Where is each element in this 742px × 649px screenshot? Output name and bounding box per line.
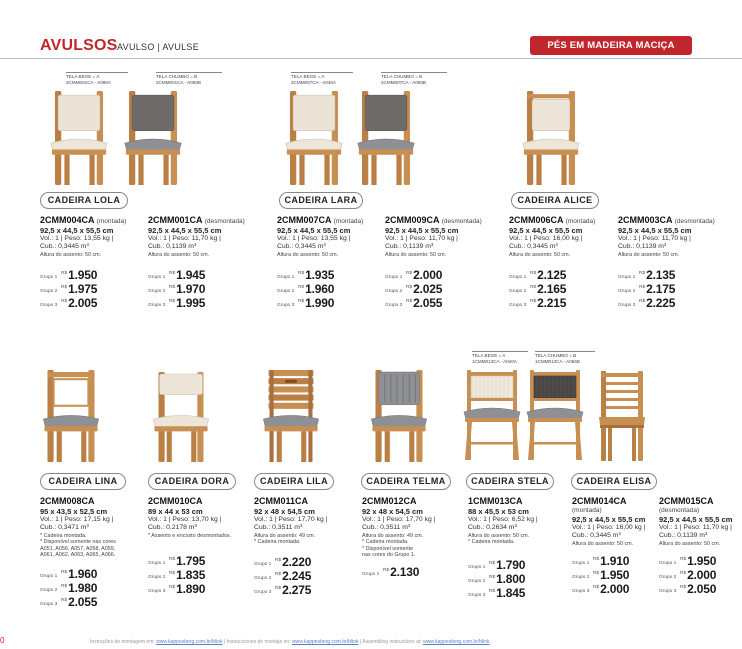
price-row-group1: Grupo 1R$1.945 <box>148 268 206 283</box>
price-value: 1.845 <box>496 585 526 600</box>
chair-lola-beige-image <box>46 91 112 185</box>
dimensions: 92,5 x 44,5 x 55,5 cm <box>572 514 646 524</box>
price-row-group1: Grupo 1R$1.790 <box>468 557 526 572</box>
seat-height: Altura do assento: 50 cm. <box>277 251 339 258</box>
product-code: 2CMM006CA (montada) <box>509 215 596 225</box>
price-row-group1: Grupo 1R$2.125 <box>509 268 567 283</box>
price-row-group3: Grupo 3R$2.055 <box>40 595 98 610</box>
page-title: AVULSOS <box>40 37 118 54</box>
fabric-tag-codes: 2CMM001CA - A056B <box>156 79 201 85</box>
price-value: 1.970 <box>176 282 206 297</box>
fabric-tag-lola-bege <box>66 72 128 86</box>
price-row-group3: Grupo 3R$2.275 <box>254 582 312 597</box>
product-code: 2CMM004CA (montada) <box>40 215 127 225</box>
fabric-tag-codes: 1CMM013CA - A040A <box>472 358 517 364</box>
product-note: * Disponível somente nas cores <box>40 539 116 546</box>
product-note: Altura do assento: 49 cm. <box>254 532 316 539</box>
price-value: 1.890 <box>176 582 206 597</box>
price-value: 2.005 <box>68 296 98 311</box>
fabric-tag-codes: 2CMM001CA - A080A <box>66 79 111 85</box>
product-code: 2CMM014CA <box>572 496 627 506</box>
cubage: Cub.: 0,3511 m³ <box>254 524 303 532</box>
price-value: 2.225 <box>646 296 676 311</box>
footer-pt-link[interactable]: www.kappesberg.com.br/blink <box>156 639 223 645</box>
fabric-tag-title: TELA BEGE = A <box>472 353 506 358</box>
price-row-group2: Grupo 2R$1.950 <box>572 568 630 583</box>
product-code: 2CMM008CA <box>40 496 95 506</box>
price-value: 2.000 <box>413 268 443 283</box>
price-value: 1.980 <box>68 581 98 596</box>
price-value: 2.175 <box>646 282 676 297</box>
spec-block-lara-montada <box>277 215 381 311</box>
product-note: A051, A056, A057, A058, A059, <box>40 545 116 552</box>
price-value: 1.800 <box>496 571 526 586</box>
cubage: Cub.: 0,1139 m³ <box>385 243 434 251</box>
price-value: 1.945 <box>176 268 206 283</box>
product-code: 2CMM012CA <box>362 496 417 506</box>
product-note: * Cadeira montada. <box>468 539 515 546</box>
price-value: 2.275 <box>282 582 312 597</box>
fabric-tag-title: TELA CHUMBO = B <box>535 353 577 358</box>
price-row-group2: Grupo 2R$1.980 <box>40 581 98 596</box>
seat-height: Altura do assento: 50 cm. <box>148 251 210 258</box>
price-row-group3: Grupo 3R$2.225 <box>618 296 676 311</box>
price-value: 1.935 <box>305 268 335 283</box>
price-row-group2: Grupo 2R$2.025 <box>385 282 443 297</box>
product-note: A061, A062, A063, A065, A066. <box>40 552 116 559</box>
product-code: 2CMM010CA <box>148 496 203 506</box>
dimensions: 92,5 x 44,5 x 55,5 cm <box>618 225 692 235</box>
price-value: 2.125 <box>537 268 567 283</box>
assembly-instructions-footer <box>90 639 490 645</box>
cubage: Cub.: 0,1139 m³ <box>148 243 197 251</box>
price-value: 1.950 <box>687 554 717 569</box>
product-code: 2CMM001CA (desmontada) <box>148 215 245 225</box>
cubage: Cub.: 0,3511 m³ <box>362 524 411 532</box>
chair-lila-image <box>258 370 324 462</box>
footer-pt-label: Instruções de montagem em: <box>90 639 155 645</box>
price-row-group1: Grupo 1R$1.950 <box>40 268 98 283</box>
chair-lara-chumbo-image <box>353 91 419 185</box>
seat-height: Altura do assento: 50 cm. <box>618 251 680 258</box>
price-value: 1.910 <box>600 554 630 569</box>
spec-block-alice-desmontada <box>618 215 738 311</box>
product-name-lina: CADEIRA LINA <box>40 473 126 490</box>
spec-block-elisa-desmontada <box>659 496 741 597</box>
wood-legs-badge: PÉS EM MADEIRA MACIÇA <box>530 36 692 55</box>
price-row-group2: Grupo 2R$1.960 <box>277 282 335 297</box>
price-row-group1: Grupo 1R$2.000 <box>385 268 443 283</box>
price-value: 2.050 <box>687 582 717 597</box>
volume-weight: Vol.: 1 | Peso: 11,70 kg | <box>385 235 458 243</box>
price-row-group3: Grupo 3R$2.050 <box>659 582 717 597</box>
price-row-group1: Grupo 1R$1.910 <box>572 554 630 569</box>
product-name-telma: CADEIRA TELMA <box>361 473 451 490</box>
product-note: Altura do assento: 50 cm. <box>468 532 530 539</box>
product-name-lola: CADEIRA LOLA <box>40 192 128 209</box>
price-row-group1: Grupo 1R$2.130 <box>362 565 420 580</box>
price-value: 1.790 <box>496 557 526 572</box>
price-value: 2.000 <box>687 568 717 583</box>
spec-block-telma <box>362 496 464 580</box>
dimensions: 92,5 x 44,5 x 55,5 cm <box>509 225 583 235</box>
product-assembly-note: (desmontada) <box>659 506 700 514</box>
product-code: 2CMM015CA <box>659 496 714 506</box>
product-name-lila: CADEIRA LILA <box>254 473 334 490</box>
price-row-group2: Grupo 2R$2.245 <box>254 568 312 583</box>
price-value: 1.960 <box>68 567 98 582</box>
fabric-tag-codes: 2CMM007CA - A056B <box>381 79 426 85</box>
chair-elisa-image <box>597 370 647 462</box>
product-name-alice: CADEIRA ALICE <box>511 192 599 209</box>
fabric-tag-lola-chumbo <box>156 72 222 86</box>
price-row-group3: Grupo 3R$2.215 <box>509 296 567 311</box>
price-row-group2: Grupo 2R$2.000 <box>659 568 717 583</box>
volume-weight: Vol.: 1 | Peso: 13,55 kg | <box>277 235 351 243</box>
price-row-group3: Grupo 3R$1.995 <box>148 296 206 311</box>
product-name-elisa: CADEIRA ELISA <box>571 473 657 490</box>
cubage: Cub.: 0,3445 m³ <box>40 243 89 251</box>
price-row-group2: Grupo 2R$2.175 <box>618 282 676 297</box>
product-code: 2CMM009CA (desmontada) <box>385 215 482 225</box>
seat-height: Altura do assento: 50 cm. <box>385 251 447 258</box>
product-code: 1CMM013CA <box>468 496 523 506</box>
spec-block-lara-desmontada <box>385 215 499 311</box>
product-code: 2CMM011CA <box>254 496 309 506</box>
footer-separator: | <box>223 639 227 645</box>
product-assembly-note: (montada) <box>572 506 602 514</box>
price-row-group1: Grupo 1R$2.220 <box>254 554 312 569</box>
spec-block-dora <box>148 496 252 597</box>
product-note: * Disponível somente <box>362 545 413 552</box>
price-value: 2.025 <box>413 282 443 297</box>
product-note: Altura do assento: 49 cm. <box>362 532 424 539</box>
dimensions: 92,5 x 44,5 x 55,5 cm <box>277 225 351 235</box>
spec-block-elisa-montada <box>572 496 658 597</box>
cubage: Cub.: 0,1139 m³ <box>659 532 708 540</box>
price-value: 1.795 <box>176 554 206 569</box>
spec-block-stela <box>468 496 568 600</box>
fabric-tag-stela-chumbo <box>535 351 595 365</box>
fabric-tag-title: TELA CHUMBO = B <box>156 74 198 79</box>
dimensions: 92,5 x 44,5 x 55,5 cm <box>148 225 222 235</box>
fabric-tag-title: TELA BEGE = A <box>66 74 100 79</box>
product-note: nas cores do Grupo 1. <box>362 552 416 559</box>
spec-block-alice-montada <box>509 215 615 311</box>
price-row-group2: Grupo 2R$1.975 <box>40 282 98 297</box>
footer-en-link[interactable]: www.kappesberg.com.br/blink <box>423 639 490 645</box>
footer-separator: | <box>359 639 363 645</box>
footer-en-label: Assembling instructions at: <box>362 639 422 645</box>
volume-weight: Vol.: 1 | Peso: 17,70 kg | <box>362 516 436 524</box>
dimensions: 92 x 48 x 54,5 cm <box>362 506 423 516</box>
chair-stela-chumbo-image <box>525 370 585 460</box>
dimensions: 88 x 45,5 x 53 cm <box>468 506 529 516</box>
price-value: 2.245 <box>282 568 312 583</box>
cubage: Cub.: 0,2178 m³ <box>148 524 197 532</box>
price-row-group1: Grupo 1R$1.950 <box>659 554 717 569</box>
chair-alice-image <box>518 91 584 185</box>
dimensions: 92,5 x 44,5 x 55,5 cm <box>659 514 733 524</box>
product-name-stela: CADEIRA STELA <box>466 473 554 490</box>
cubage: Cub.: 0,3445 m³ <box>277 243 326 251</box>
spec-block-lila <box>254 496 358 597</box>
dimensions: 92 x 48 x 54,5 cm <box>254 506 315 516</box>
seat-height: Altura do assento: 50 cm. <box>572 540 634 547</box>
volume-weight: Vol.: 1 | Peso: 17,15 kg | <box>40 516 114 524</box>
volume-weight: Vol.: 1 | Peso: 17,70 kg | <box>254 516 328 524</box>
chair-lina-image <box>40 370 102 462</box>
product-code: 2CMM003CA (desmontada) <box>618 215 715 225</box>
product-note: * Cadeira montada. <box>254 539 301 546</box>
price-row-group1: Grupo 1R$1.935 <box>277 268 335 283</box>
price-row-group3: Grupo 3R$2.000 <box>572 582 630 597</box>
chair-lola-chumbo-image <box>120 91 186 185</box>
chair-dora-image <box>150 370 212 462</box>
price-row-group1: Grupo 1R$2.135 <box>618 268 676 283</box>
cubage: Cub.: 0,3471 m³ <box>40 524 89 532</box>
cubage: Cub.: 0,3445 m³ <box>509 243 558 251</box>
fabric-tag-stela-bege <box>472 351 528 365</box>
price-row-group2: Grupo 2R$1.835 <box>148 568 206 583</box>
chair-lara-beige-image <box>281 91 347 185</box>
product-name-lara: CADEIRA LARA <box>279 192 363 209</box>
chair-stela-beige-image <box>462 370 522 460</box>
price-value: 1.950 <box>600 568 630 583</box>
price-row-group3: Grupo 3R$1.845 <box>468 585 526 600</box>
price-value: 1.950 <box>68 268 98 283</box>
price-row-group2: Grupo 2R$1.970 <box>148 282 206 297</box>
footer-es-label: Instrucciones de montaje en: <box>226 639 291 645</box>
volume-weight: Vol.: 1 | Peso: 11,70 kg | <box>659 524 732 532</box>
fabric-tag-title: TELA CHUMBO = B <box>381 74 423 79</box>
dimensions: 89 x 44 x 53 cm <box>148 506 203 516</box>
dimensions: 95 x 43,5 x 52,5 cm <box>40 506 108 516</box>
fabric-tag-lara-chumbo <box>381 72 447 86</box>
volume-weight: Vol.: 1 | Peso: 16,00 kg | <box>509 235 583 243</box>
product-name-dora: CADEIRA DORA <box>148 473 236 490</box>
volume-weight: Vol.: 1 | Peso: 6,52 kg | <box>468 516 538 524</box>
fabric-tag-title: TELA BEGE = A <box>291 74 325 79</box>
seat-height: Altura do assento: 50 cm. <box>509 251 571 258</box>
cubage: Cub.: 0,2634 m³ <box>468 524 517 532</box>
spec-block-lola-montada <box>40 215 144 311</box>
price-value: 2.055 <box>413 296 443 311</box>
price-value: 2.215 <box>537 296 567 311</box>
spec-block-lina <box>40 496 144 610</box>
price-value: 1.960 <box>305 282 335 297</box>
volume-weight: Vol.: 1 | Peso: 11,70 kg | <box>618 235 691 243</box>
seat-height: Altura do assento: 50 cm. <box>659 540 721 547</box>
page-number: 0 <box>0 636 5 645</box>
chair-telma-image <box>366 370 432 462</box>
volume-weight: Vol.: 1 | Peso: 13,70 kg | <box>148 516 222 524</box>
price-value: 1.990 <box>305 296 335 311</box>
fabric-tag-lara-bege <box>291 72 353 86</box>
price-value: 2.000 <box>600 582 630 597</box>
fabric-tag-codes: 1CMM013CA - A056B <box>535 358 580 364</box>
price-row-group3: Grupo 3R$1.990 <box>277 296 335 311</box>
price-row-group2: Grupo 2R$1.800 <box>468 571 526 586</box>
cubage: Cub.: 0,3445 m³ <box>572 532 621 540</box>
price-value: 1.975 <box>68 282 98 297</box>
page-subtitle: AVULSO | AVULSE <box>117 42 200 52</box>
seat-height: Altura do assento: 50 cm. <box>40 251 102 258</box>
price-row-group1: Grupo 1R$1.795 <box>148 554 206 569</box>
volume-weight: Vol.: 1 | Peso: 13,55 kg | <box>40 235 114 243</box>
price-value: 2.135 <box>646 268 676 283</box>
price-row-group3: Grupo 3R$1.890 <box>148 582 206 597</box>
dimensions: 92,5 x 44,5 x 55,5 cm <box>385 225 459 235</box>
price-value: 2.130 <box>390 565 420 580</box>
spec-block-lola-desmontada <box>148 215 258 311</box>
footer-es-link[interactable]: www.kappesberg.com.br/blink <box>292 639 359 645</box>
price-row-group3: Grupo 3R$2.055 <box>385 296 443 311</box>
price-value: 2.165 <box>537 282 567 297</box>
dimensions: 92,5 x 44,5 x 55,5 cm <box>40 225 114 235</box>
product-note: * Cadeira montada. <box>362 539 409 546</box>
cubage: Cub.: 0,1139 m³ <box>618 243 667 251</box>
price-row-group1: Grupo 1R$1.960 <box>40 567 98 582</box>
volume-weight: Vol.: 1 | Peso: 16,00 kg | <box>572 524 646 532</box>
price-value: 2.055 <box>68 595 98 610</box>
header-divider <box>0 58 742 59</box>
fabric-tag-codes: 2CMM007CA - A040A <box>291 79 336 85</box>
price-value: 2.220 <box>282 554 312 569</box>
product-note: * Cadeira montada. <box>40 532 87 539</box>
price-value: 1.995 <box>176 296 206 311</box>
product-note: * Assento e encosto desmontados. <box>148 532 232 539</box>
price-value: 1.835 <box>176 568 206 583</box>
price-row-group2: Grupo 2R$2.165 <box>509 282 567 297</box>
product-code: 2CMM007CA (montada) <box>277 215 364 225</box>
price-row-group3: Grupo 3R$2.005 <box>40 296 98 311</box>
volume-weight: Vol.: 1 | Peso: 11,70 kg | <box>148 235 221 243</box>
